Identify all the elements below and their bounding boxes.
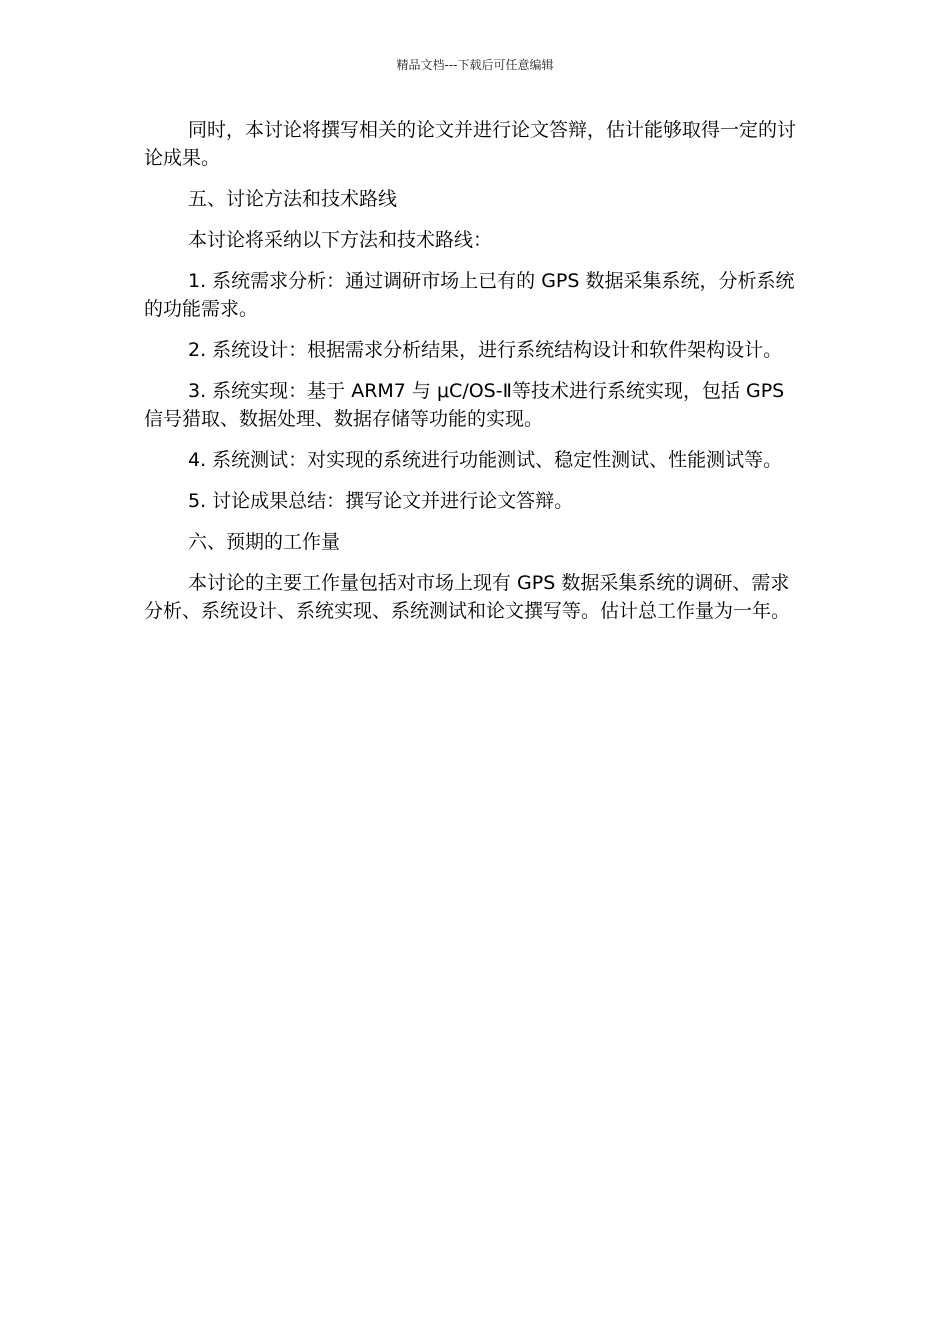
list-item-system-testing: 4. 系统测试：对实现的系统进行功能测试、稳定性测试、性能测试等。 bbox=[188, 449, 783, 471]
paragraph-methods-intro: 本讨论将采纳以下方法和技术路线： bbox=[188, 229, 493, 251]
document-body bbox=[144, 116, 808, 638]
paragraph-research-outcome: 同时，本讨论将撰写相关的论文并进行论文答辩，估计能够取得一定的讨论成果。 bbox=[144, 119, 797, 169]
list-item-system-design: 2. 系统设计：根据需求分析结果，进行系统结构设计和软件架构设计。 bbox=[188, 339, 783, 361]
list-item-requirements-analysis: 1. 系统需求分析：通过调研市场上已有的 GPS 数据采集系统，分析系统的功能需求。 bbox=[144, 270, 795, 320]
page-header: 精品文档---下载后可任意编辑 bbox=[396, 58, 554, 72]
list-item-summary: 5. 讨论成果总结：撰写论文并进行论文答辩。 bbox=[188, 490, 574, 512]
section-heading-workload: 六、预期的工作量 bbox=[188, 531, 341, 553]
section-heading-methods: 五、讨论方法和技术路线 bbox=[188, 188, 398, 210]
list-item-system-implementation: 3. 系统实现：基于 ARM7 与 μC/OS-Ⅱ等技术进行系统实现，包括 GPS 信号猎取、数据处理、数据存储等功能的实现。 bbox=[144, 380, 785, 430]
paragraph-workload: 本讨论的主要工作量包括对市场上现有 GPS 数据采集系统的调研、需求分析、系统设计、系统实现、系统测试和论文撰写等。估计总工作量为一年。 bbox=[144, 572, 791, 622]
